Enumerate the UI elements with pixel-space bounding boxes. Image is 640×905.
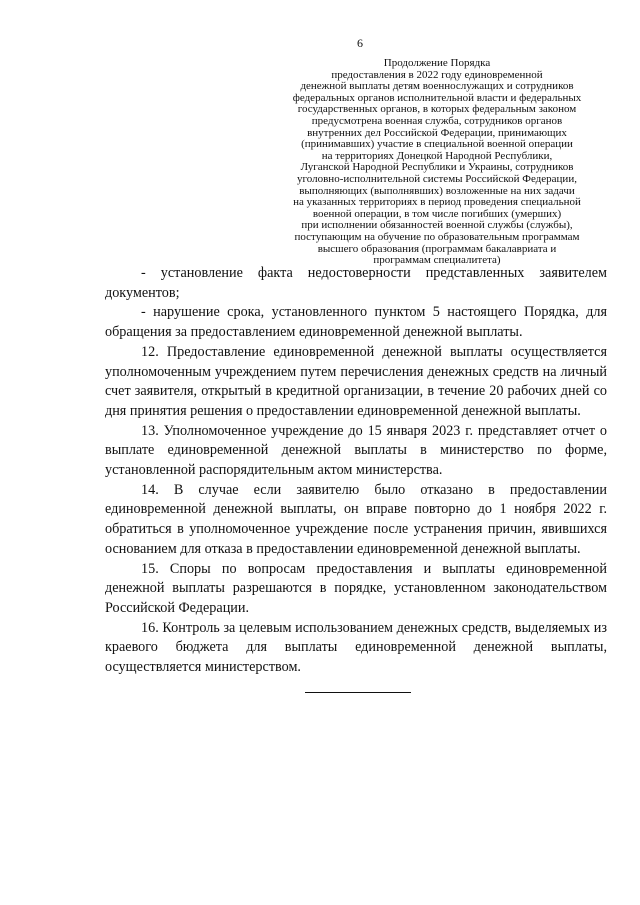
paragraph-16: 16. Контроль за целевым использованием денежных средств, выделяемых из краевого бюджета для выплаты единовременной денежной выплаты, осуществляется министерством. xyxy=(105,619,607,676)
paragraph-refusal-reason-docs: - установление факта недостоверности представленных заявителем документов; xyxy=(105,265,607,301)
header-line: военной операции, в том числе погибших (умерших) xyxy=(312,207,562,220)
header-line: программам специалитета) xyxy=(373,254,501,267)
document-body xyxy=(105,264,607,678)
header-line: денежной выплаты детям военнослужащих и сотрудников xyxy=(300,80,574,93)
header-line: Продолжение Порядка xyxy=(383,57,491,69)
paragraph-14: 14. В случае если заявителю было отказано в предоставлении единовременной денежной выплаты, он вправе повторно до 1 ноября 2022 г. обратиться в уполномоченное учреждение после устранения причин, явившихся основанием для отказа в предоставлении единовременной денежной выплаты. xyxy=(105,481,607,557)
document-header xyxy=(262,58,612,267)
header-line: предоставления в 2022 году единовременной xyxy=(331,68,543,81)
header-line: на территориях Донецкой Народной Республики, xyxy=(321,149,553,162)
header-line: внутренних дел Российской Федерации, принимающих xyxy=(307,126,567,139)
header-line: федеральных органов исполнительной власти и федеральных xyxy=(292,91,582,104)
header-line: уголовно-исполнительной системы Российской Федерации, xyxy=(297,172,577,185)
paragraph-15: 15. Споры по вопросам предоставления и выплаты единовременной денежной выплаты разрешаются в порядке, установленном законодательством Российской Федерации. xyxy=(105,560,607,616)
header-line: высшего образования (программам бакалавриата и xyxy=(317,242,557,255)
header-line: (принимавших) участие в специальной военной операции xyxy=(301,138,573,151)
header-line: поступающим на обучение по образовательным программам xyxy=(294,230,580,243)
paragraph-refusal-reason-deadline: - нарушение срока, установленного пунктом 5 настоящего Порядка, для обращения за предоставлением единовременной денежной выплаты. xyxy=(105,304,607,341)
paragraph-12: 12. Предоставление единовременной денежной выплаты осуществляется уполномоченным учреждением путем перечисления денежных средств на личный счет заявителя, открытый в кредитной организации, в течение 20 рабочих дней со дня принятия решения о предоставлении единовременной денежной выплаты. xyxy=(105,343,607,419)
header-line: на указанных территориях в период проведения специальной xyxy=(293,196,581,209)
page-number: 6 xyxy=(357,36,363,50)
header-line: предусмотрена военная служба, сотрудников органов xyxy=(311,114,563,127)
end-divider xyxy=(305,692,411,693)
header-line: при исполнении обязанностей военной службы (службы), xyxy=(301,219,573,232)
header-line: государственных органов, в которых федеральным законом xyxy=(297,103,577,116)
paragraph-13: 13. Уполномоченное учреждение до 15 января 2023 г. представляет отчет о выплате единовременной денежной выплаты в министерство по форме, установленной распорядительным актом министерства. xyxy=(105,422,607,479)
header-line: Луганской Народной Республики и Украины, сотрудников xyxy=(300,161,574,174)
header-line: выполняющих (выполнявших) возложенные на них задачи xyxy=(299,184,575,197)
